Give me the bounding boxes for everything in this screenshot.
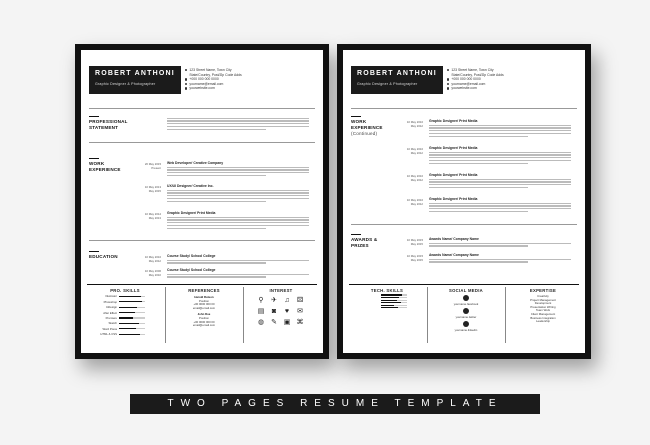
role: Graphic Designer & Photographer [357,82,418,86]
expertise-item: Client Management [530,311,556,316]
skill-row [87,311,163,315]
job-entry: UX/UI Designer/ Creative Inc. [167,184,309,204]
skill-label: Sketch [108,321,117,326]
skill-label: Photoshop [103,299,117,304]
contact-line: 123 Street Name, Town City [189,68,232,72]
divider [89,142,315,143]
job-date: 10 May 2013 May 2015 [144,185,161,193]
music-icon: ♫ [284,297,290,304]
award-entry: Awards Name/ Company Name [429,253,571,264]
skill-label: Word Press [102,326,117,331]
contact-line: State/Country, Post/Zip Code Adds [451,72,504,77]
skill-row [349,307,425,308]
expertise-item: Development [534,301,552,306]
skill-row [349,300,425,301]
phone-icon [447,78,449,80]
name: ROBERT ANTHONI [357,70,437,77]
page-footer [349,284,579,345]
award-date: 10 May 2015 May 2015 [406,238,423,246]
location-icon [447,69,449,71]
film-icon: ▣ [283,319,291,326]
skill-bar [119,323,145,324]
skill-bar [381,307,407,308]
skill-bar-fill [381,300,397,301]
name-header [351,66,443,94]
role: Graphic Designer & Photographer [95,82,156,86]
job-entry: Graphic Designer/ Print Media [167,211,309,231]
expertise-item: Presentation Writing [530,304,556,309]
divider [351,108,577,109]
skill-bar-fill [381,297,399,298]
skill-bar [119,296,145,297]
twitter-icon [463,308,469,314]
contact-line: yourwebsite.com [451,86,477,91]
page-footer [87,284,317,345]
skill-bar [119,317,145,318]
bike-icon: ⚲ [258,297,264,304]
name: ROBERT ANTHONI [95,70,175,77]
template-banner: TWO PAGES RESUME TEMPLATE [130,394,540,414]
social-linkedin[interactable]: yourname.linkedin [429,321,503,332]
web-icon [447,87,449,89]
email-icon [185,83,187,85]
skill-bar-fill [381,294,402,295]
expertise-item: Project Management [530,297,556,302]
ball-icon: ◍ [257,319,265,326]
skill-row [87,300,163,304]
skill-bar [381,300,407,301]
job-entry: Graphic Designer/ Print Media [429,173,571,190]
contact-line: yourname@email.com [189,81,224,86]
plane-icon: ✈ [271,297,277,304]
resume-page-1 [75,44,329,359]
interest-icons [245,297,317,327]
skill-bar [381,302,407,303]
job-date: 20 May 2015 Present [144,162,161,170]
contact-line: State/Country, Post/Zip Code Adds [189,72,242,77]
contact-line: 123 Street Name, Town City [451,68,494,72]
reference-1: Harold Rutson Position +00 0000 000 00 email@email.com [192,295,216,310]
skill-row [87,294,163,298]
expertise-item: Business Integration [530,315,556,320]
job-date: 10 May 2010 May 2012 [406,198,423,206]
interest-column: INTEREST ⚲ ✈ ♫ ⚄ ▤ ◙ ♥ ✉ ◍ ✎ ▣ ⌘ [245,285,317,345]
edu-entry: Course Study/ School College [167,268,309,279]
skill-label: InDesign [105,305,117,310]
skill-row [349,297,425,298]
web-icon [185,87,187,89]
expertise-column: EXPERTISE Creativity Project Management Development Presentation Writing Team Work Client Management Business Integration Leadership [507,285,579,345]
contact-line: yourwebsite.com [189,86,215,91]
skill-bar-fill [381,302,401,303]
skill-label: Illustrator [105,294,117,299]
skill-row [349,305,425,306]
chat-icon: ✉ [297,308,303,315]
divider [89,240,315,241]
contact-line: yourname@email.com [451,81,486,86]
contact-info [185,68,242,91]
expertise-item: Creativity [537,294,549,298]
skill-bar-fill [119,317,133,318]
skill-label: HTML & CSS [100,332,117,337]
skill-bar [381,294,407,295]
social-twitter[interactable]: yourname.twitter [429,308,503,319]
edu-entry: Course Study/ School College [167,254,309,265]
game-icon: ⚄ [296,297,304,304]
skill-bar [119,301,145,302]
statement-heading: PROFESSIONAL STATEMENT [89,116,128,131]
skill-bar-fill [119,334,140,335]
skill-row [349,294,425,295]
skill-bar-fill [119,307,137,308]
contact-line: +000 000 000 0000 [451,77,481,82]
book-icon: ▤ [257,308,265,315]
code-icon: ⌘ [296,319,304,326]
skill-bar-fill [119,312,135,313]
skill-bar [119,307,145,308]
email-icon [447,83,449,85]
social-column: SOCIAL MEDIA yourname.facebook yourname.twitter yourname.linkedin [429,285,503,345]
contact-line: +000 000 000 0000 [189,77,219,82]
job-entry: Graphic Designer/ Print Media [429,119,571,139]
edu-date: 10 May 2006 May 2010 [144,269,161,277]
name-header [89,66,181,94]
skill-bar [381,297,407,298]
job-date: 10 May 2010 May 2012 [406,174,423,182]
expertise-item: Leadership [536,319,550,324]
contact-info [447,68,504,91]
skill-row [87,327,163,331]
skill-bar [119,334,145,335]
work-heading: WORK EXPERIENCE [89,158,121,173]
award-date: 10 May 2015 May 2015 [406,254,423,262]
skills-list [87,294,163,336]
skill-bar-fill [119,296,141,297]
awards-heading: AWARDS & PRIZES [351,234,377,249]
expertise-item: Team Work [535,308,551,313]
job-entry: Graphic Designer/ Print Media [429,197,571,214]
edu-date: 10 May 2010 May 2012 [144,255,161,263]
skill-bar-fill [119,328,136,329]
facebook-icon [463,295,469,301]
job-date: 10 May 2012 May 2013 [144,212,161,220]
phone-icon [185,78,187,80]
expertise-list [507,295,579,324]
job-entry: Web Developer/ Creative Company [167,161,309,178]
skill-bar [381,305,407,306]
tech-skills-column: TECH. SKILLS [349,285,425,345]
divider [89,108,315,109]
skill-row [87,316,163,320]
skill-bar-fill [381,305,394,306]
skill-bar-fill [381,307,398,308]
divider [351,224,577,225]
heart-icon: ♥ [284,308,290,315]
statement-text [167,116,309,132]
skill-label: Premiere [105,315,117,320]
resume-page-2 [337,44,591,359]
skill-row [87,321,163,325]
skills-column: PRO. SKILLS Illustrator Photoshop InDesign After Effect Premiere Sketch Word Press HTML & CSS [87,285,163,345]
education-heading: EDUCATION [89,251,118,260]
skill-bar [119,312,145,313]
job-entry: Graphic Designer/ Print Media [429,146,571,166]
skill-bar [119,328,145,329]
camera-icon: ◙ [271,308,277,315]
job-date: 10 May 2010 May 2012 [406,120,423,128]
paint-icon: ✎ [271,319,277,326]
references-column: REFERENCES Harold Rutson Position +00 0000 000 00 email@email.com John Doe Position +00 0000 000 00 email@email.com [167,285,241,345]
skill-row [87,332,163,336]
social-facebook[interactable]: yourname.facebook [429,295,503,306]
linkedin-icon [463,321,469,327]
job-date: 10 May 2010 May 2012 [406,147,423,155]
work-heading: WORK EXPERIENCE (Continued) [351,116,383,136]
location-icon [185,69,187,71]
skills-list [349,294,425,308]
skill-label: After Effect [103,310,117,315]
skill-bar-fill [119,301,142,302]
skill-bar-fill [119,323,139,324]
skill-row [349,302,425,303]
award-entry: Awards Name/ Company Name [429,237,571,248]
reference-2: John Doe Position +00 0000 000 00 email@email.com [192,312,216,328]
skill-row [87,305,163,309]
